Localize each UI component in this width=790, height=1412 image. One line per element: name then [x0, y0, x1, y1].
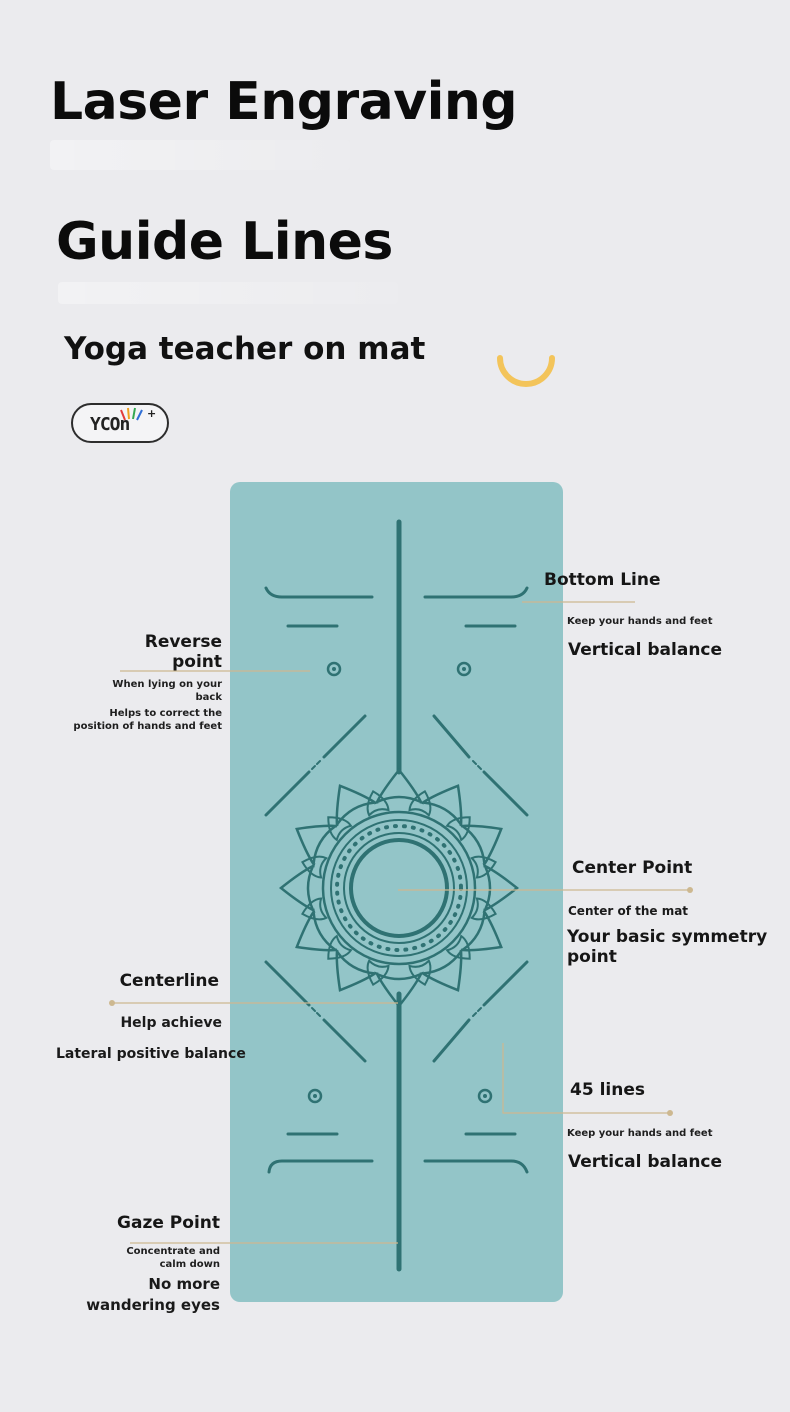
page-title-line1: Laser Engraving [50, 72, 518, 132]
page-title-line2: Guide Lines [56, 212, 393, 272]
bottom-line-bottom-left [269, 1161, 372, 1172]
mandala [281, 770, 517, 1006]
reverse-point-label [60, 632, 222, 733]
centerline-sub-2: Lateral positive balance [56, 1046, 246, 1062]
bottom-line-note: Keep your hands and feet [567, 616, 713, 627]
center-point-title: Center Point [572, 858, 693, 878]
center-ring [351, 840, 447, 936]
gaze-point-note-2: calm down [159, 1259, 220, 1270]
brand-logo-text: YCOn [90, 414, 130, 435]
smile-arc-icon [496, 354, 558, 388]
center-point-note: Center of the mat [568, 904, 689, 918]
gaze-point-label [40, 1212, 220, 1316]
brand-plus: + [147, 407, 157, 420]
center-point-sub-1: Your basic symmetry [567, 927, 768, 947]
gaze-point-title: Gaze Point [117, 1213, 220, 1233]
gaze-point-sub-1: No more [148, 1275, 220, 1293]
mat-engraving [230, 482, 563, 1302]
reverse-point-note-2: back [195, 692, 222, 703]
reverse-point-title-2: point [172, 652, 222, 672]
center-point-sub-2: point [567, 947, 617, 967]
bottom-line-bottom-right [425, 1161, 527, 1172]
reverse-point-note-1: When lying on your [112, 679, 222, 690]
reverse-point-note-3: Helps to correct the [109, 708, 222, 719]
centerline-title: Centerline [119, 971, 219, 991]
gaze-point-sub-2: wandering eyes [86, 1296, 220, 1314]
bottom-line-title: Bottom Line [544, 570, 661, 590]
lines-45-title: 45 lines [570, 1080, 645, 1100]
lines-45-note: Keep your hands and feet [567, 1128, 713, 1139]
title-shadow [58, 282, 398, 304]
bottom-line-top-right [425, 588, 527, 597]
reverse-point-note-4: position of hands and feet [73, 721, 222, 732]
centerline-sub-1: Help achieve [120, 1015, 222, 1031]
title-shadow [50, 140, 350, 170]
bottom-line-top-left [266, 588, 372, 597]
page-subtitle: Yoga teacher on mat [64, 331, 426, 367]
brand-logo [71, 403, 169, 443]
reverse-point-title-1: Reverse [144, 632, 222, 652]
gaze-point-note-1: Concentrate and [126, 1246, 220, 1257]
yoga-mat [230, 482, 563, 1302]
bottom-line-sub: Vertical balance [568, 640, 723, 660]
lines-45-sub: Vertical balance [568, 1152, 723, 1172]
